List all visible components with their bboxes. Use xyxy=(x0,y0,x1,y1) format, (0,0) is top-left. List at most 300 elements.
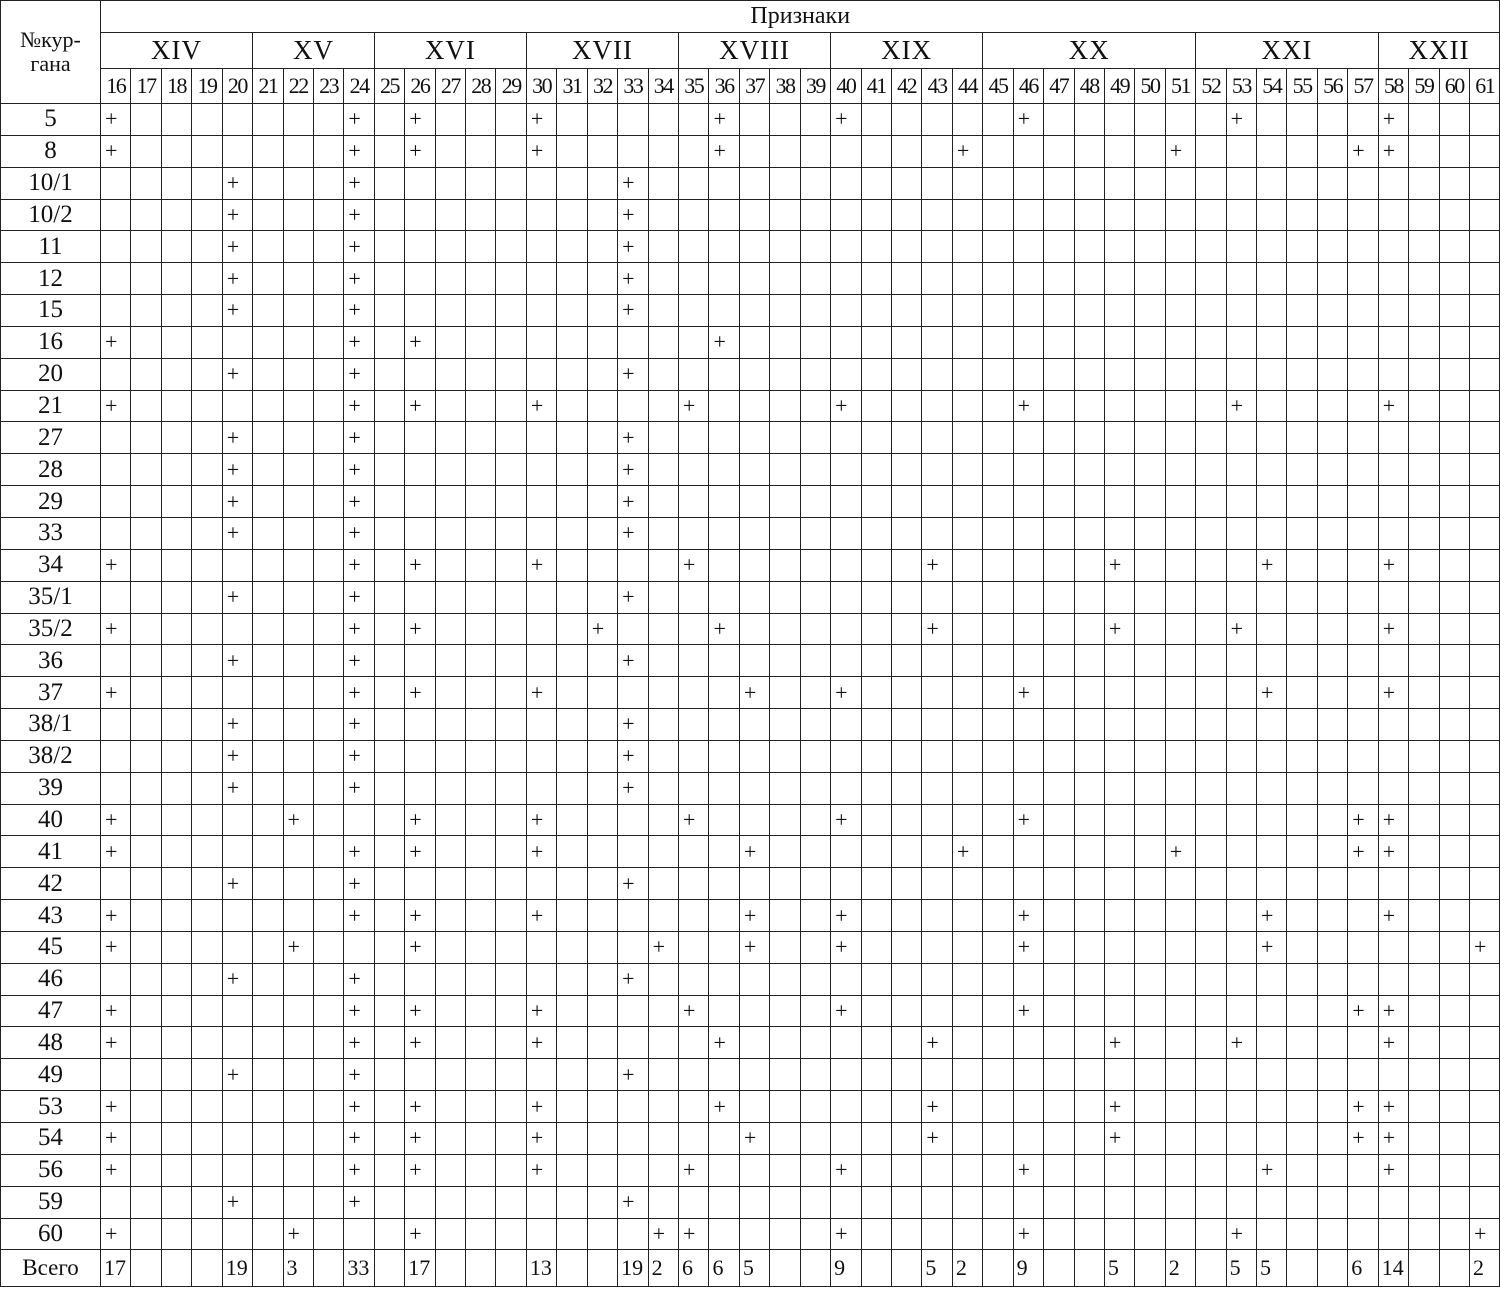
presence-mark: + xyxy=(526,804,556,836)
empty-cell xyxy=(800,836,830,868)
empty-cell xyxy=(1287,868,1317,900)
empty-cell xyxy=(1409,995,1439,1027)
empty-cell xyxy=(496,104,526,136)
empty-cell xyxy=(1196,135,1226,167)
empty-cell xyxy=(1135,645,1165,677)
empty-cell xyxy=(1074,1218,1104,1250)
empty-cell xyxy=(891,836,921,868)
empty-cell xyxy=(800,517,830,549)
empty-cell xyxy=(861,868,891,900)
empty-cell xyxy=(374,1154,404,1186)
empty-cell xyxy=(1104,1154,1134,1186)
empty-cell xyxy=(1348,517,1378,549)
empty-cell xyxy=(891,1250,921,1287)
empty-cell xyxy=(496,486,526,518)
empty-cell xyxy=(1226,1154,1256,1186)
empty-cell xyxy=(891,772,921,804)
empty-cell xyxy=(131,199,161,231)
total-value: 14 xyxy=(1378,1250,1408,1287)
empty-cell xyxy=(739,199,769,231)
empty-cell xyxy=(952,1186,982,1218)
kurgan-number: 54 xyxy=(1,1123,101,1155)
empty-cell xyxy=(466,199,496,231)
kurgan-number: 48 xyxy=(1,1027,101,1059)
table-row xyxy=(1,390,1500,422)
empty-cell xyxy=(1439,549,1469,581)
empty-cell xyxy=(587,295,617,327)
empty-cell xyxy=(770,772,800,804)
empty-cell xyxy=(1348,581,1378,613)
empty-cell xyxy=(739,549,769,581)
empty-cell xyxy=(861,581,891,613)
empty-cell xyxy=(618,931,648,963)
presence-mark: + xyxy=(344,1186,374,1218)
empty-cell xyxy=(587,645,617,677)
empty-cell xyxy=(983,1027,1013,1059)
table-row xyxy=(1,358,1500,390)
presence-mark: + xyxy=(344,422,374,454)
empty-cell xyxy=(161,613,191,645)
table-row xyxy=(1,740,1500,772)
kurgan-number: 10/2 xyxy=(1,199,101,231)
empty-cell xyxy=(222,1123,252,1155)
empty-cell xyxy=(1257,581,1287,613)
presence-mark: + xyxy=(344,645,374,677)
empty-cell xyxy=(1257,295,1287,327)
empty-cell xyxy=(435,931,465,963)
empty-cell xyxy=(587,326,617,358)
empty-cell xyxy=(861,963,891,995)
empty-cell xyxy=(222,390,252,422)
empty-cell xyxy=(405,517,435,549)
empty-cell xyxy=(1439,263,1469,295)
empty-cell xyxy=(1074,326,1104,358)
empty-cell xyxy=(192,135,222,167)
empty-cell xyxy=(800,422,830,454)
empty-cell xyxy=(679,422,709,454)
empty-cell xyxy=(1348,1027,1378,1059)
empty-cell xyxy=(1104,326,1134,358)
empty-cell xyxy=(313,1091,343,1123)
empty-cell xyxy=(1044,1027,1074,1059)
presence-mark: + xyxy=(618,486,648,518)
empty-cell xyxy=(405,199,435,231)
empty-cell xyxy=(922,422,952,454)
presence-mark: + xyxy=(344,135,374,167)
empty-cell xyxy=(1348,104,1378,136)
presence-mark: + xyxy=(222,422,252,454)
table-row xyxy=(1,135,1500,167)
empty-cell xyxy=(374,1123,404,1155)
empty-cell xyxy=(1013,549,1043,581)
empty-cell xyxy=(1317,645,1347,677)
empty-cell xyxy=(800,1250,830,1287)
empty-cell xyxy=(374,517,404,549)
empty-cell xyxy=(101,231,131,263)
empty-cell xyxy=(709,422,739,454)
empty-cell xyxy=(1165,199,1195,231)
empty-cell xyxy=(1348,1218,1378,1250)
empty-cell xyxy=(557,167,587,199)
empty-cell xyxy=(1469,804,1499,836)
empty-cell xyxy=(1104,645,1134,677)
empty-cell xyxy=(1317,613,1347,645)
empty-cell xyxy=(1317,104,1347,136)
empty-cell xyxy=(1104,135,1134,167)
empty-cell xyxy=(983,804,1013,836)
presence-mark: + xyxy=(679,1218,709,1250)
empty-cell xyxy=(374,931,404,963)
empty-cell xyxy=(648,295,678,327)
empty-cell xyxy=(1317,517,1347,549)
empty-cell xyxy=(1196,931,1226,963)
kurgan-number: 40 xyxy=(1,804,101,836)
empty-cell xyxy=(496,709,526,741)
empty-cell xyxy=(435,740,465,772)
empty-cell xyxy=(891,740,921,772)
empty-cell xyxy=(648,613,678,645)
presence-mark: + xyxy=(101,135,131,167)
empty-cell xyxy=(313,677,343,709)
empty-cell xyxy=(101,709,131,741)
total-value: 5 xyxy=(1257,1250,1287,1287)
empty-cell xyxy=(466,358,496,390)
empty-cell xyxy=(1074,677,1104,709)
empty-cell xyxy=(313,454,343,486)
empty-cell xyxy=(1044,677,1074,709)
empty-cell xyxy=(466,1186,496,1218)
empty-cell xyxy=(1135,486,1165,518)
empty-cell xyxy=(1348,963,1378,995)
presence-mark: + xyxy=(618,581,648,613)
empty-cell xyxy=(952,613,982,645)
empty-cell xyxy=(800,1123,830,1155)
empty-cell xyxy=(709,995,739,1027)
empty-cell xyxy=(587,772,617,804)
empty-cell xyxy=(526,1059,556,1091)
empty-cell xyxy=(131,645,161,677)
empty-cell xyxy=(1135,231,1165,263)
empty-cell xyxy=(770,1059,800,1091)
empty-cell xyxy=(679,104,709,136)
empty-cell xyxy=(1348,613,1378,645)
empty-cell xyxy=(891,677,921,709)
empty-cell xyxy=(313,804,343,836)
empty-cell xyxy=(1287,613,1317,645)
empty-cell xyxy=(891,1154,921,1186)
empty-cell xyxy=(1469,1091,1499,1123)
presence-mark: + xyxy=(526,549,556,581)
empty-cell xyxy=(192,326,222,358)
empty-cell xyxy=(374,613,404,645)
presence-mark: + xyxy=(405,135,435,167)
empty-cell xyxy=(618,1123,648,1155)
empty-cell xyxy=(587,549,617,581)
empty-cell xyxy=(1287,1154,1317,1186)
empty-cell xyxy=(1257,486,1287,518)
total-value: 19 xyxy=(222,1250,252,1287)
empty-cell xyxy=(222,549,252,581)
empty-cell xyxy=(222,900,252,932)
empty-cell xyxy=(1196,995,1226,1027)
empty-cell xyxy=(831,613,861,645)
presence-mark: + xyxy=(526,390,556,422)
empty-cell xyxy=(983,740,1013,772)
empty-cell xyxy=(161,326,191,358)
empty-cell xyxy=(1044,645,1074,677)
empty-cell xyxy=(1317,868,1347,900)
empty-cell xyxy=(222,931,252,963)
empty-cell xyxy=(131,836,161,868)
empty-cell xyxy=(1165,517,1195,549)
empty-cell xyxy=(618,995,648,1027)
empty-cell xyxy=(770,1027,800,1059)
kurgan-number: 43 xyxy=(1,900,101,932)
empty-cell xyxy=(1469,231,1499,263)
empty-cell xyxy=(1013,963,1043,995)
empty-cell xyxy=(922,1059,952,1091)
empty-cell xyxy=(709,868,739,900)
presence-mark: + xyxy=(618,358,648,390)
presence-mark: + xyxy=(1348,804,1378,836)
empty-cell xyxy=(1287,836,1317,868)
empty-cell xyxy=(1257,645,1287,677)
empty-cell xyxy=(952,199,982,231)
empty-cell xyxy=(1196,677,1226,709)
empty-cell xyxy=(374,358,404,390)
empty-cell xyxy=(1439,1250,1469,1287)
empty-cell xyxy=(1287,1186,1317,1218)
empty-cell xyxy=(861,740,891,772)
empty-cell xyxy=(739,740,769,772)
empty-cell xyxy=(800,454,830,486)
empty-cell xyxy=(679,772,709,804)
empty-cell xyxy=(1044,104,1074,136)
kurgan-number: 49 xyxy=(1,1059,101,1091)
empty-cell xyxy=(1439,1154,1469,1186)
empty-cell xyxy=(192,900,222,932)
empty-cell xyxy=(1348,772,1378,804)
empty-cell xyxy=(952,931,982,963)
empty-cell xyxy=(374,1186,404,1218)
empty-cell xyxy=(831,581,861,613)
feature-number: 56 xyxy=(1317,69,1347,104)
empty-cell xyxy=(1257,326,1287,358)
empty-cell xyxy=(1469,422,1499,454)
empty-cell xyxy=(557,740,587,772)
empty-cell xyxy=(557,677,587,709)
empty-cell xyxy=(618,1091,648,1123)
empty-cell xyxy=(1226,804,1256,836)
empty-cell xyxy=(983,1059,1013,1091)
empty-cell xyxy=(831,486,861,518)
feature-number: 45 xyxy=(983,69,1013,104)
empty-cell xyxy=(1044,263,1074,295)
empty-cell xyxy=(1317,995,1347,1027)
presence-mark: + xyxy=(1257,931,1287,963)
empty-cell xyxy=(222,995,252,1027)
kurgan-number: 8 xyxy=(1,135,101,167)
empty-cell xyxy=(313,613,343,645)
empty-cell xyxy=(253,709,283,741)
empty-cell xyxy=(1044,135,1074,167)
empty-cell xyxy=(496,199,526,231)
empty-cell xyxy=(1469,581,1499,613)
empty-cell xyxy=(161,295,191,327)
empty-cell xyxy=(1317,804,1347,836)
table-row xyxy=(1,1218,1500,1250)
presence-mark: + xyxy=(831,104,861,136)
empty-cell xyxy=(192,995,222,1027)
empty-cell xyxy=(1013,740,1043,772)
empty-cell xyxy=(952,167,982,199)
empty-cell xyxy=(1226,677,1256,709)
empty-cell xyxy=(1317,135,1347,167)
empty-cell xyxy=(557,581,587,613)
empty-cell xyxy=(405,167,435,199)
empty-cell xyxy=(587,709,617,741)
presence-mark: + xyxy=(587,613,617,645)
empty-cell xyxy=(1409,167,1439,199)
empty-cell xyxy=(1439,581,1469,613)
presence-mark: + xyxy=(526,836,556,868)
empty-cell xyxy=(131,326,161,358)
empty-cell xyxy=(1135,1123,1165,1155)
empty-cell xyxy=(192,1027,222,1059)
kurgan-number: 5 xyxy=(1,104,101,136)
empty-cell xyxy=(557,454,587,486)
empty-cell xyxy=(800,1154,830,1186)
empty-cell xyxy=(861,645,891,677)
empty-cell xyxy=(648,709,678,741)
presence-mark: + xyxy=(922,1091,952,1123)
empty-cell xyxy=(709,804,739,836)
empty-cell xyxy=(1104,422,1134,454)
total-value: 5 xyxy=(922,1250,952,1287)
empty-cell xyxy=(618,1218,648,1250)
empty-cell xyxy=(861,995,891,1027)
empty-cell xyxy=(496,263,526,295)
empty-cell xyxy=(557,486,587,518)
empty-cell xyxy=(161,772,191,804)
empty-cell xyxy=(587,1186,617,1218)
kurgan-number: 27 xyxy=(1,422,101,454)
empty-cell xyxy=(435,772,465,804)
empty-cell xyxy=(1074,1123,1104,1155)
empty-cell xyxy=(131,1027,161,1059)
empty-cell xyxy=(435,358,465,390)
empty-cell xyxy=(739,517,769,549)
empty-cell xyxy=(739,231,769,263)
totals-label: Всего xyxy=(1,1250,101,1287)
empty-cell xyxy=(648,167,678,199)
empty-cell xyxy=(131,868,161,900)
empty-cell xyxy=(1044,1123,1074,1155)
presence-mark: + xyxy=(344,199,374,231)
empty-cell xyxy=(1439,1027,1469,1059)
presence-mark: + xyxy=(618,263,648,295)
presence-mark: + xyxy=(709,1027,739,1059)
presence-mark: + xyxy=(1378,613,1408,645)
presence-mark: + xyxy=(1013,677,1043,709)
presence-mark: + xyxy=(344,517,374,549)
empty-cell xyxy=(435,104,465,136)
empty-cell xyxy=(1317,836,1347,868)
empty-cell xyxy=(1439,422,1469,454)
empty-cell xyxy=(1165,645,1195,677)
empty-cell xyxy=(739,995,769,1027)
empty-cell xyxy=(192,454,222,486)
presence-mark: + xyxy=(922,613,952,645)
empty-cell xyxy=(131,804,161,836)
empty-cell xyxy=(526,358,556,390)
table-row xyxy=(1,804,1500,836)
empty-cell xyxy=(435,1154,465,1186)
total-value: 6 xyxy=(1348,1250,1378,1287)
empty-cell xyxy=(557,231,587,263)
empty-cell xyxy=(770,931,800,963)
presence-mark: + xyxy=(344,868,374,900)
empty-cell xyxy=(770,900,800,932)
empty-cell xyxy=(131,1154,161,1186)
presence-mark: + xyxy=(709,104,739,136)
empty-cell xyxy=(374,199,404,231)
empty-cell xyxy=(1469,1186,1499,1218)
presence-mark: + xyxy=(1257,1154,1287,1186)
presence-mark: + xyxy=(1013,995,1043,1027)
empty-cell xyxy=(587,517,617,549)
empty-cell xyxy=(952,995,982,1027)
feature-number: 37 xyxy=(739,69,769,104)
empty-cell xyxy=(739,390,769,422)
empty-cell xyxy=(313,486,343,518)
presence-mark: + xyxy=(1226,613,1256,645)
empty-cell xyxy=(283,295,313,327)
empty-cell xyxy=(1013,326,1043,358)
empty-cell xyxy=(1196,613,1226,645)
empty-cell xyxy=(161,963,191,995)
empty-cell xyxy=(739,1059,769,1091)
presence-mark: + xyxy=(1226,1218,1256,1250)
empty-cell xyxy=(831,740,861,772)
presence-mark: + xyxy=(1104,613,1134,645)
empty-cell xyxy=(1348,1154,1378,1186)
empty-cell xyxy=(1135,422,1165,454)
empty-cell xyxy=(1196,1250,1226,1287)
empty-cell xyxy=(1257,135,1287,167)
empty-cell xyxy=(952,709,982,741)
empty-cell xyxy=(253,1059,283,1091)
empty-cell xyxy=(101,868,131,900)
empty-cell xyxy=(192,295,222,327)
empty-cell xyxy=(192,1186,222,1218)
empty-cell xyxy=(374,963,404,995)
table-row xyxy=(1,167,1500,199)
empty-cell xyxy=(435,549,465,581)
empty-cell xyxy=(192,390,222,422)
empty-cell xyxy=(313,995,343,1027)
empty-cell xyxy=(1074,549,1104,581)
empty-cell xyxy=(618,677,648,709)
empty-cell xyxy=(1074,167,1104,199)
empty-cell xyxy=(983,231,1013,263)
table-row xyxy=(1,995,1500,1027)
presence-mark: + xyxy=(101,900,131,932)
empty-cell xyxy=(1257,167,1287,199)
presence-mark: + xyxy=(526,900,556,932)
empty-cell xyxy=(1257,263,1287,295)
features-title: Признаки xyxy=(101,1,1500,33)
